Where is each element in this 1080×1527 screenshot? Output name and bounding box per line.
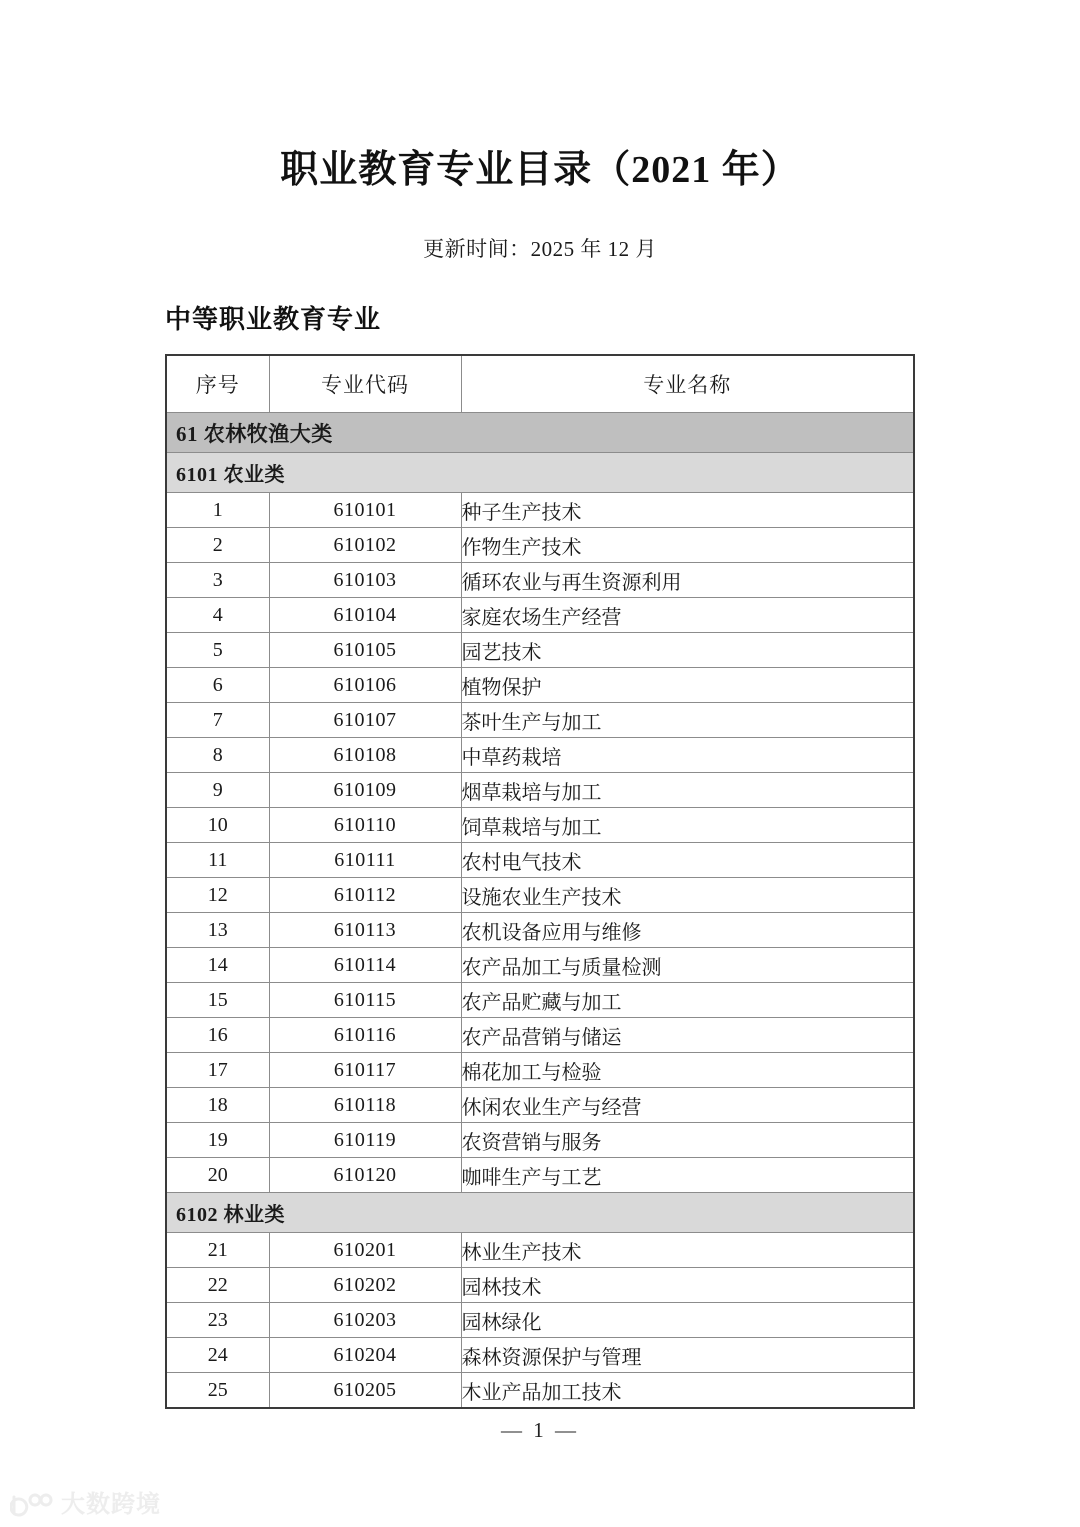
cell-major-code: 610112: [269, 878, 461, 913]
cell-major-code: 610120: [269, 1158, 461, 1193]
cell-major-code: 610103: [269, 563, 461, 598]
cell-major-name: 农资营销与服务: [461, 1123, 914, 1158]
cell-major-code: 610119: [269, 1123, 461, 1158]
table-row: [166, 598, 914, 633]
cell-major-name: 农产品营销与储运: [461, 1018, 914, 1053]
cell-serial-number: 13: [166, 913, 269, 948]
cell-major-name: 饲草栽培与加工: [461, 808, 914, 843]
cell-major-code: 610113: [269, 913, 461, 948]
table-row: [166, 668, 914, 703]
cell-major-code: 610111: [269, 843, 461, 878]
table-row: [166, 913, 914, 948]
table-body: [166, 413, 914, 1408]
table-header-row: [166, 355, 914, 413]
cell-serial-number: 10: [166, 808, 269, 843]
cell-major-name: 农产品贮藏与加工: [461, 983, 914, 1018]
cell-major-name: 烟草栽培与加工: [461, 773, 914, 808]
cell-serial-number: 4: [166, 598, 269, 633]
cell-major-name: 木业产品加工技术: [461, 1373, 914, 1408]
cell-serial-number: 17: [166, 1053, 269, 1088]
page-title: 职业教育专业目录（2021 年）: [280, 149, 800, 191]
table-row: [166, 493, 914, 528]
subgroup-label: 6101 农业类: [166, 453, 914, 493]
table-row: [166, 633, 914, 668]
group-label: 61 农林牧渔大类: [166, 413, 914, 453]
cell-serial-number: 18: [166, 1088, 269, 1123]
table-row: [166, 1158, 914, 1193]
cell-major-name: 咖啡生产与工艺: [461, 1158, 914, 1193]
cell-major-name: 园林技术: [461, 1268, 914, 1303]
table-row: [166, 808, 914, 843]
cell-major-code: 610204: [269, 1338, 461, 1373]
cell-major-name: 设施农业生产技术: [461, 878, 914, 913]
cell-major-code: 610115: [269, 983, 461, 1018]
cell-major-name: 植物保护: [461, 668, 914, 703]
column-header-code: 专业代码: [269, 355, 461, 413]
cell-major-name: 休闲农业生产与经营: [461, 1088, 914, 1123]
cell-major-code: 610201: [269, 1233, 461, 1268]
cell-major-name: 农机设备应用与维修: [461, 913, 914, 948]
cell-major-code: 610104: [269, 598, 461, 633]
cell-serial-number: 2: [166, 528, 269, 563]
cell-serial-number: 6: [166, 668, 269, 703]
cell-major-name: 茶叶生产与加工: [461, 703, 914, 738]
cell-major-code: 610109: [269, 773, 461, 808]
table-row: [166, 1053, 914, 1088]
cell-major-code: 610105: [269, 633, 461, 668]
cell-serial-number: 21: [166, 1233, 269, 1268]
cell-major-name: 种子生产技术: [461, 493, 914, 528]
cell-serial-number: 15: [166, 983, 269, 1018]
table-subgroup-row: [166, 1193, 914, 1233]
table-row: [166, 563, 914, 598]
cell-major-name: 园林绿化: [461, 1303, 914, 1338]
dashu-kuajing-logo-icon: [10, 1491, 54, 1519]
table-row: [166, 1233, 914, 1268]
table-row: [166, 1373, 914, 1408]
cell-major-code: 610118: [269, 1088, 461, 1123]
page-number-footer: — 1 —: [501, 1418, 579, 1442]
cell-serial-number: 3: [166, 563, 269, 598]
cell-serial-number: 25: [166, 1373, 269, 1408]
catalog-table: [165, 354, 915, 1409]
cell-major-name: 循环农业与再生资源利用: [461, 563, 914, 598]
table-row: [166, 1018, 914, 1053]
cell-major-code: 610107: [269, 703, 461, 738]
cell-serial-number: 1: [166, 493, 269, 528]
cell-serial-number: 9: [166, 773, 269, 808]
cell-serial-number: 19: [166, 1123, 269, 1158]
cell-serial-number: 7: [166, 703, 269, 738]
cell-major-code: 610108: [269, 738, 461, 773]
table-row: [166, 843, 914, 878]
cell-serial-number: 22: [166, 1268, 269, 1303]
column-header-name: 专业名称: [461, 355, 914, 413]
table-row: [166, 1303, 914, 1338]
cell-serial-number: 23: [166, 1303, 269, 1338]
table-row: [166, 1338, 914, 1373]
cell-major-code: 610202: [269, 1268, 461, 1303]
subgroup-label: 6102 林业类: [166, 1193, 914, 1233]
table-row: [166, 773, 914, 808]
update-time-subtitle: 更新时间：2025 年 12 月: [423, 236, 657, 261]
cell-major-code: 610110: [269, 808, 461, 843]
cell-major-name: 农产品加工与质量检测: [461, 948, 914, 983]
cell-serial-number: 8: [166, 738, 269, 773]
table-row: [166, 878, 914, 913]
cell-major-code: 610102: [269, 528, 461, 563]
cell-major-name: 农村电气技术: [461, 843, 914, 878]
cell-major-code: 610101: [269, 493, 461, 528]
cell-major-code: 610203: [269, 1303, 461, 1338]
table-row: [166, 528, 914, 563]
cell-major-code: 610114: [269, 948, 461, 983]
cell-major-code: 610106: [269, 668, 461, 703]
column-header-no: 序号: [166, 355, 269, 413]
cell-major-name: 园艺技术: [461, 633, 914, 668]
catalog-table-container: [0, 336, 1080, 1409]
watermark-text: 大数跨境: [61, 1491, 161, 1518]
table-row: [166, 1123, 914, 1158]
cell-major-name: 家庭农场生产经营: [461, 598, 914, 633]
watermark: [10, 1491, 161, 1519]
cell-major-code: 610205: [269, 1373, 461, 1408]
table-row: [166, 703, 914, 738]
cell-major-name: 作物生产技术: [461, 528, 914, 563]
cell-major-name: 棉花加工与检验: [461, 1053, 914, 1088]
table-row: [166, 1088, 914, 1123]
table-row: [166, 983, 914, 1018]
cell-major-name: 中草药栽培: [461, 738, 914, 773]
cell-serial-number: 5: [166, 633, 269, 668]
cell-serial-number: 12: [166, 878, 269, 913]
section-heading: 中等职业教育专业: [165, 304, 382, 334]
table-header: [166, 355, 914, 413]
table-row: [166, 948, 914, 983]
cell-serial-number: 14: [166, 948, 269, 983]
table-group-row: [166, 413, 914, 453]
cell-serial-number: 16: [166, 1018, 269, 1053]
cell-major-code: 610117: [269, 1053, 461, 1088]
table-row: [166, 738, 914, 773]
table-subgroup-row: [166, 453, 914, 493]
cell-major-code: 610116: [269, 1018, 461, 1053]
cell-major-name: 林业生产技术: [461, 1233, 914, 1268]
cell-serial-number: 11: [166, 843, 269, 878]
cell-major-name: 森林资源保护与管理: [461, 1338, 914, 1373]
cell-serial-number: 20: [166, 1158, 269, 1193]
cell-serial-number: 24: [166, 1338, 269, 1373]
table-row: [166, 1268, 914, 1303]
